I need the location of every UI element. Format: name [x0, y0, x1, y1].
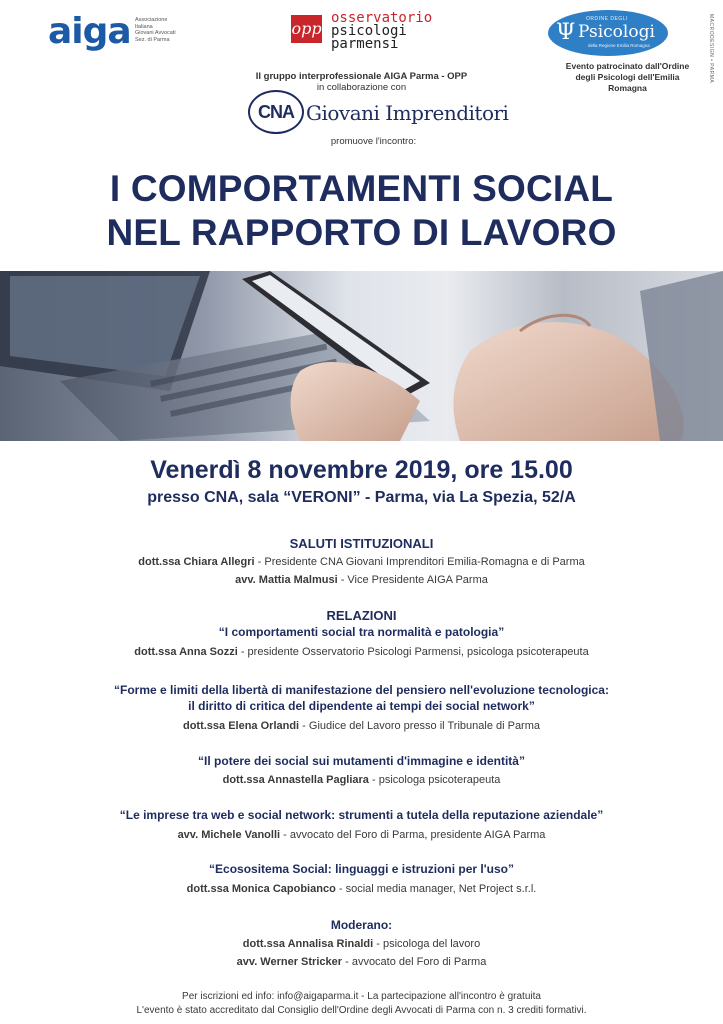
speaker-role: - social media manager, Net Project s.r.l.: [335, 883, 537, 895]
talk-title: “I comportamenti social tra normalità e patologia”: [218, 625, 505, 639]
cna-logo-name: Giovani Imprenditori: [306, 101, 509, 125]
speaker-role: - psicologa del lavoro: [373, 938, 481, 950]
cna-logo: CNA: [248, 90, 304, 134]
speaker-role: - presidente Osservatorio Psicologi Parmensi, psicologa psicoterapeuta: [237, 646, 589, 658]
speaker-line: [0, 573, 723, 587]
intro-line-1: [0, 71, 723, 82]
talk-title: “Forme e limiti della libertà di manifestazione del pensiero nell'evoluzione tecnologica:: [114, 683, 609, 697]
speaker-line: [0, 555, 723, 569]
speaker-role: - Giudice del Lavoro presso il Tribunale di Parma: [299, 720, 541, 732]
psi-icon: Ψ: [556, 20, 576, 45]
speaker-line: [0, 882, 723, 896]
saluti-heading: SALUTI ISTITUZIONALI: [289, 536, 434, 551]
speaker-name: avv. Michele Vanolli: [177, 829, 281, 841]
opp-logo-line: parmensi: [331, 36, 399, 52]
ordine-logo-small: ORDINE DEGLI: [586, 16, 628, 22]
speaker-line: [0, 828, 723, 842]
speaker-line: [0, 955, 723, 969]
hero-photo-illustration: [0, 271, 723, 441]
speaker-role: - Vice Presidente AIGA Parma: [337, 574, 488, 586]
speaker-line: [0, 645, 723, 659]
speaker-name: avv. Werner Stricker: [236, 956, 343, 968]
intro-line-3: promuove l'incontro:: [330, 136, 417, 147]
opp-logo-line: psicologi: [331, 23, 407, 39]
event-venue: presso CNA, sala “VERONI” - Parma, via La Spezia, 52/A: [147, 489, 576, 506]
speaker-role: - psicologa psicoterapeuta: [368, 774, 501, 786]
opp-logo-text: [331, 12, 432, 51]
event-date: Venerdì 8 novembre 2019, ore 15.00: [150, 456, 573, 484]
opp-logo-mark: opp: [291, 15, 322, 43]
aiga-caption-line: Sez. di Parma: [135, 36, 170, 43]
talk-title: “Il potere dei social sui mutamenti d'immagine e identità”: [198, 754, 525, 768]
talk-title-cont: il diritto di critica del dipendente ai tempi dei social network”: [188, 699, 535, 713]
aiga-caption-line: Italiana: [135, 23, 153, 30]
speaker-name: dott.ssa Monica Capobianco: [186, 883, 336, 895]
ordine-logo-sub: della Regione Emilia Romagna: [588, 43, 650, 48]
talk-title: “Le imprese tra web e social network: strumenti a tutela della reputazione aziendale”: [119, 808, 604, 822]
speaker-role: - Presidente CNA Giovani Imprenditori Emilia-Romagna e di Parma: [254, 556, 585, 568]
speaker-name: dott.ssa Chiara Allegri: [138, 556, 255, 568]
patrocinio-line: Evento patrocinato dall'Ordine: [565, 61, 690, 71]
page-title-line-1: I COMPORTAMENTI SOCIAL: [109, 168, 614, 209]
ordine-psicologi-logo: [548, 10, 668, 56]
speaker-line: [0, 937, 723, 951]
aiga-caption-line: Giovani Avvocati: [135, 30, 176, 36]
speaker-name: dott.ssa Anna Sozzi: [134, 646, 238, 658]
speaker-line: [0, 719, 723, 733]
aiga-caption-line: Associazione: [135, 17, 168, 23]
footer-info: Per iscrizioni ed info: info@aigaparma.it - La partecipazione all'incontro è gratuita: [182, 991, 541, 1002]
hero-photo: [0, 271, 723, 441]
speaker-name: dott.ssa Annalisa Rinaldi: [242, 938, 374, 950]
intro-text: Il gruppo interprofessionale AIGA Parma - OPP: [255, 71, 468, 82]
intro-line-2: in collaborazione con: [316, 82, 407, 93]
speaker-role: - avvocato del Foro di Parma, presidente AIGA Parma: [280, 829, 546, 841]
footer-accreditation: L'evento è stato accreditato dal Consiglio dell'Ordine degli Avvocati di Parma con n. 3 crediti formativi.: [136, 1005, 587, 1016]
aiga-logo: aiga: [48, 11, 131, 52]
patrocinio-line: degli Psicologi dell'Emilia Romagna: [575, 72, 680, 93]
moderano-heading: Moderano:: [330, 918, 393, 932]
design-credit: MACRODESIGN • PARMA: [708, 14, 714, 84]
talk-title: “Ecosositema Social: linguaggi e istruzioni per l'uso”: [209, 862, 514, 876]
speaker-name: dott.ssa Annastella Pagliara: [222, 774, 369, 786]
relazioni-heading: RELAZIONI: [326, 608, 397, 623]
ordine-logo-big: Psicologi: [578, 22, 655, 42]
aiga-logo-caption: [135, 17, 180, 43]
speaker-name: dott.ssa Elena Orlandi: [182, 720, 300, 732]
speaker-role: - avvocato del Foro di Parma: [342, 956, 487, 968]
speaker-name: avv. Mattia Malmusi: [235, 574, 338, 586]
speaker-line: [0, 773, 723, 787]
opp-logo-line: osservatorio: [331, 10, 433, 26]
page-title-line-2: NEL RAPPORTO DI LAVORO: [106, 212, 617, 253]
